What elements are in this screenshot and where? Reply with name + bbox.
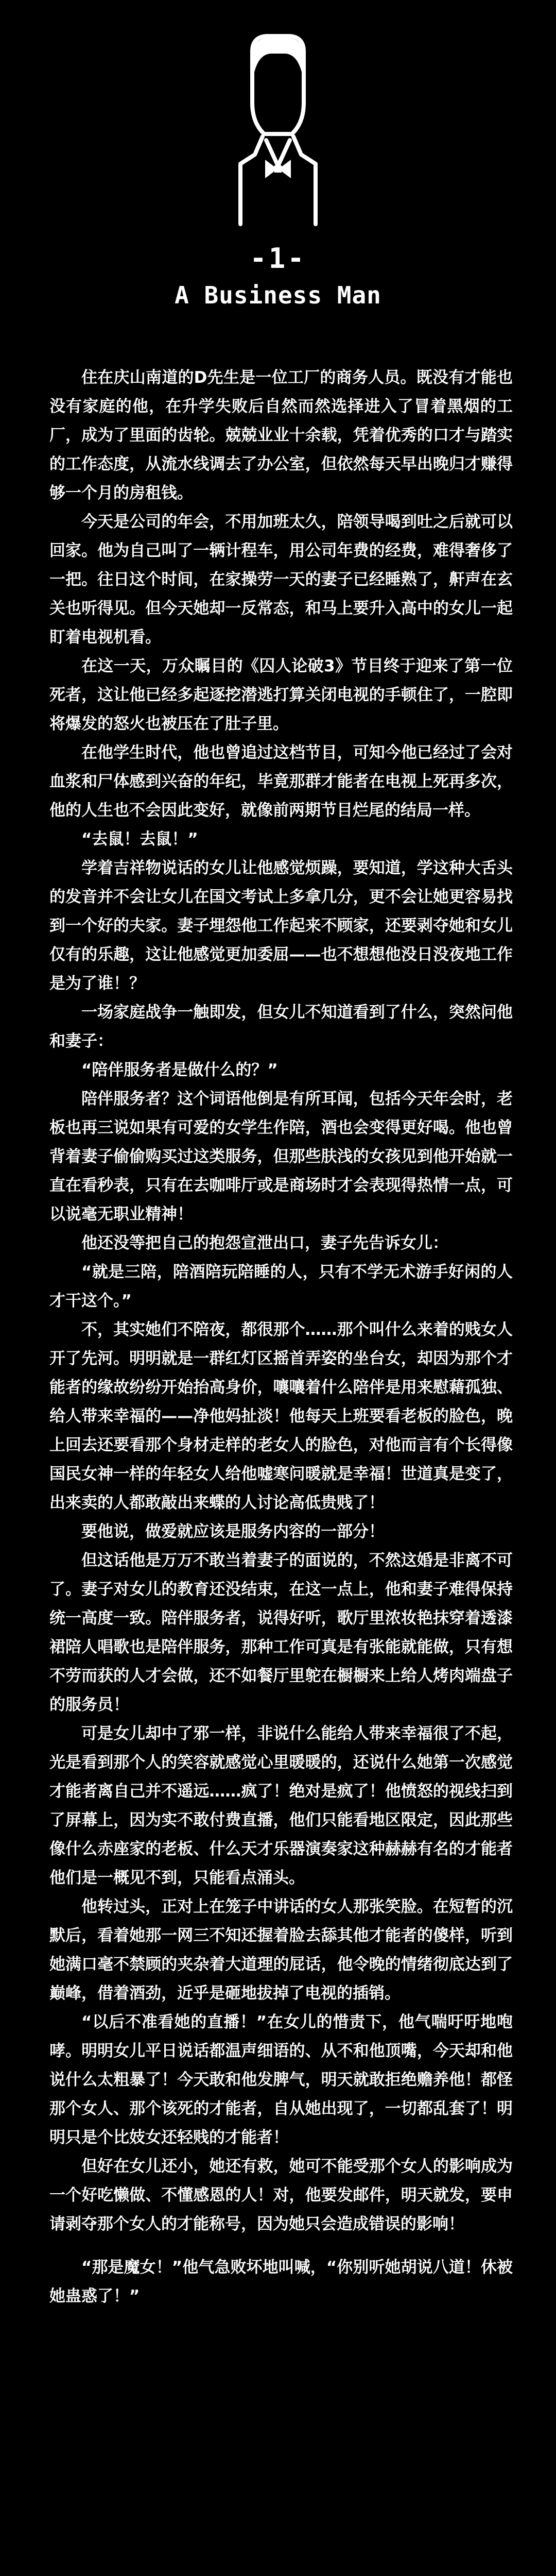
story-paragraph: 陪伴服务者？这个词语他倒是有所耳闻，包括今天年会时，老板也再三说如果有可爱的女学生作陪，酒也会变得更好喝。他也曾背着妻子偷偷购买过这类服务，但那些肤浅的女孩见到他开始就一直在看秒表，只有在去咖啡厅或是商场时才会表现得热情一点，可以说毫无职业精神！ [49, 1090, 513, 1224]
story-body [49, 363, 513, 2311]
story-paragraph: 一场家庭战争一触即发，但女儿不知道看到了什么，突然问他和妻子： [49, 1003, 513, 1050]
story-paragraph: 可是女儿却中了邪一样，非说什么能给人带来幸福很了不起，光是看到那个人的笑容就感觉心里暖暖的，还说什么她第一次感觉才能者离自己并不遥远……疯了！绝对是疯了！他愤怒的视线扫到了屏幕上，因为实不敢付费直播，他们只能看地区限定，因此那些像什么赤座家的老板、什么天才乐器演奏家这种赫赫有名的才能者他们是一概见不到，只能看点涌头。 [49, 1724, 513, 1887]
story-paragraph: 在他学生时代，他也曾追过这档节目，可知今他已经过了会对血浆和尸体感到兴奋的年纪，毕竟那群才能者在电视上死再多次，他的人生也不会因此变好，就像前两期节目烂尾的结局一样。 [49, 743, 513, 820]
story-paragraph: 在这一天，万众瞩目的《囚人论破3》节目终于迎来了第一位死者，这让他已经多起逐挖潜逃打算关闭电视的手顿住了，一腔即将爆发的怒火也被压在了肚子里。 [49, 657, 513, 733]
story-paragraph: 他转过头，正对上在笼子中讲话的女人那张笑脸。在短暂的沉默后，看着她那一网三不知还握着脸去舔其他才能者的傻样，听到她满口毫不禁顾的夹杂着大道理的屁话，他令晚的情绪彻底达到了巅峰，借着酒劲，近乎是砸地拔掉了电视的插销。 [49, 1897, 513, 2003]
story-paragraph: 住在庆山南道的D先生是一位工厂的商务人员。既没有才能也没有家庭的他，在升学失败后自然而然选择进入了冒着黑烟的工厂，成为了里面的齿轮。兢兢业业十余载，凭着优秀的口才与踏实的工作态度，从流水线调去了办公室，但依然每天早出晚归才赚得够一个月的房租钱。 [49, 368, 513, 502]
story-paragraph: 但这话他是万万不敢当着妻子的面说的，不然这婚是非离不可了。妻子对女儿的教育还没结束，在这一点上，他和妻子难得保持统一高度一致。陪伴服务者，说得好听，歌厅里浓妆艳抹穿着透漆裙陪人唱歌也是陪伴服务，那种工作可真是有张能就能做，只有想不劳而获的人才会做，还不如餐厅里鸵在橱橱来上给人烤肉端盘子的服务员！ [49, 1551, 513, 1714]
story-paragraph: “陪伴服务者是做什么的？” [81, 1061, 278, 1079]
story-paragraph: “那是魔女！”他气急败坏地叫喊，“你别听她胡说八道！休被她蛊惑了！” [49, 2258, 513, 2306]
chapter-number: -1- [250, 242, 306, 275]
story-paragraph: 他还没等把自己的抱怨宣泄出口，妻子先告诉女儿： [81, 1234, 448, 1252]
chapter-title: A Business Man [175, 281, 381, 309]
story-paragraph: 学着吉祥物说话的女儿让他感觉烦躁，要知道，学这种大舌头的发音并不会让女儿在国文考试上多拿几分，更不会让她更容易找到一个好的夫家。妻子埋怨他工作起来不顾家，还要剥夺她和女儿仅有的乐趣，这让他感觉更加委屈——也不想想他没日没夜地工作是为了谁！？ [49, 859, 513, 993]
story-paragraph: “以后不准看她的直播！”在女儿的惜责下，他气喘吁吁地咆哮。明明女儿平日说话都温声细语的、从不和他顶嘴，今天却和他说什么太粗暴了！今天敢和他发脾气，明天就敢拒绝赡养他！都怪那个女人、那个该死的才能者，自从她出现了，一切都乱套了！明明只是个比妓女还轻贱的才能者！ [49, 2013, 513, 2147]
logo [0, 31, 556, 247]
story-paragraph: 要他说，做爱就应该是服务内容的一部分！ [81, 1522, 385, 1541]
story-paragraph: 但好在女儿还小，她还有救，她可不能受那个女人的影响成为一个好吃懒做、不懂感恩的人！对，他要发邮件，明天就发，要申请剥夺那个女人的才能称号，因为她只会造成错误的影响！ [49, 2157, 513, 2233]
story-paragraph: 今天是公司的年会，不用加班太久，陪领导喝到吐之后就可以回家。他为自己叫了一辆计程车，用公司年费的经费，难得奢侈了一把。往日这个时间，在家操劳一天的妻子已经睡熟了，鼾声在玄关也听得见。但今天她却一反常态，和马上要升入高中的女儿一起盯着电视机看。 [49, 513, 513, 647]
story-paragraph: 不，其实她们不陪夜，都很那个……那个叫什么来着的贱女人开了先河。明明就是一群红灯区摇首弄姿的坐台女，却因为那个才能者的缘故纷纷开始抬高身价，嚷嚷着什么陪伴是用来慰藉孤独、给人带来幸福的——净他妈扯淡！他每天上班要看老板的脸色，晚上回去还要看那个身材走样的老女人的脸色，对他而言有个长得像国民女神一样的年轻女人给他嘘寒问暖就是幸福！世道真是变了，出来卖的人都敢敲出来蝶的人讨论高低贵贱了！ [49, 1320, 513, 1512]
story-paragraph: “就是三陪，陪酒陪玩陪睡的人，只有不学无术游手好闲的人才干这个。” [49, 1263, 513, 1310]
businessman-silhouette-icon [234, 31, 322, 237]
story-paragraph: “去鼠！去鼠！” [81, 830, 198, 849]
